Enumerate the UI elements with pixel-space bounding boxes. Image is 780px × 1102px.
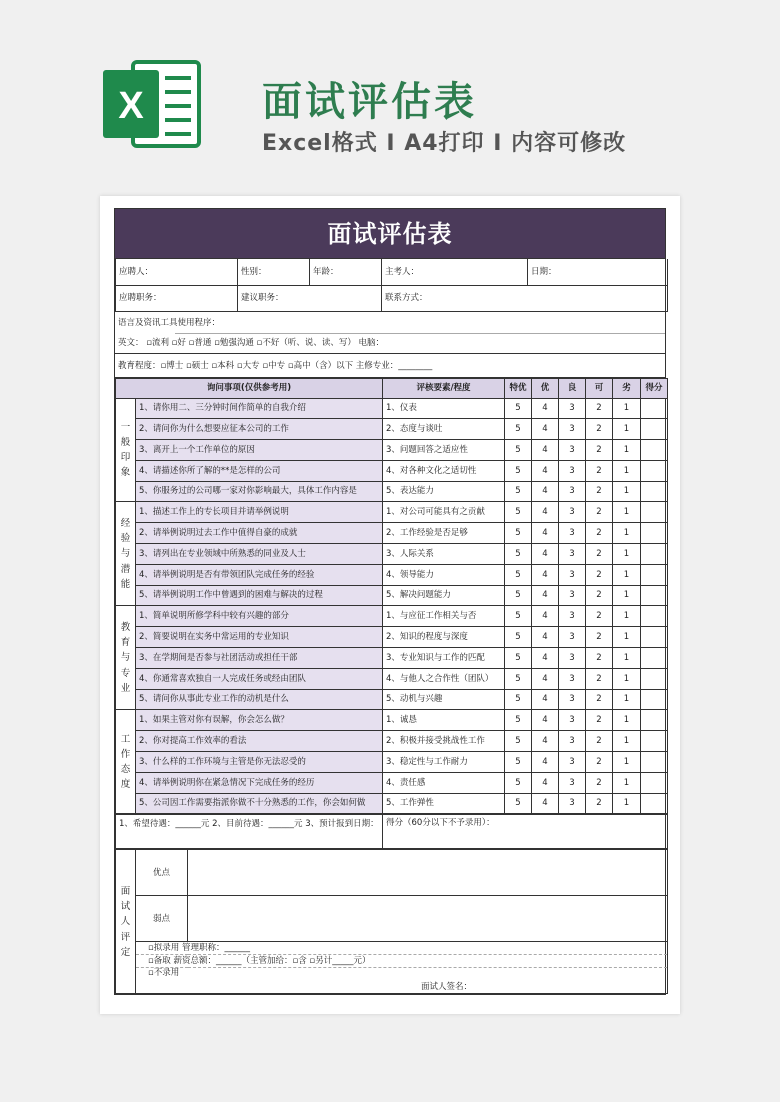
rating-cell[interactable]: 4 xyxy=(532,440,559,461)
rating-cell[interactable]: 5 xyxy=(505,752,532,773)
score-cell[interactable] xyxy=(641,731,668,752)
score-cell[interactable] xyxy=(641,564,668,585)
question-cell: 4、请举例说明是否有带领团队完成任务的经验 xyxy=(136,564,383,585)
table-row xyxy=(116,544,668,565)
strengths-input[interactable] xyxy=(188,850,668,896)
rating-cell[interactable]: 3 xyxy=(559,481,586,502)
question-cell: 3、请列出在专业领域中所熟悉的同业及人士 xyxy=(136,544,383,565)
rating-cell[interactable]: 5 xyxy=(505,627,532,648)
question-cell: 5、请问你从事此专业工作的动机是什么 xyxy=(136,689,383,710)
table-row xyxy=(116,398,668,419)
question-cell: 4、请举例说明你在紧急情况下完成任务的经历 xyxy=(136,772,383,793)
header-good: 优 xyxy=(532,378,559,398)
factor-cell: 4、责任感 xyxy=(383,772,505,793)
table-row xyxy=(116,419,668,440)
rating-cell[interactable]: 1 xyxy=(613,460,641,481)
form-sheet xyxy=(100,196,680,1014)
factor-cell: 3、人际关系 xyxy=(383,544,505,565)
rating-cell[interactable]: 2 xyxy=(586,585,613,606)
education-row[interactable]: 教育程度：▫博士 ▫硕士 ▫本科 ▫大专 ▫中专 ▫高中（含）以下 主修专业：________ xyxy=(115,354,665,378)
rating-cell[interactable]: 3 xyxy=(559,793,586,814)
section-category: 工作态度 xyxy=(116,710,136,814)
rating-cell[interactable]: 2 xyxy=(586,668,613,689)
score-cell[interactable] xyxy=(641,606,668,627)
question-cell: 1、如果主管对你有误解，你会怎么做？ xyxy=(136,710,383,731)
rating-cell[interactable]: 1 xyxy=(613,648,641,669)
header-fair: 良 xyxy=(559,378,586,398)
rating-cell[interactable]: 5 xyxy=(505,523,532,544)
rating-cell[interactable]: 4 xyxy=(532,502,559,523)
section-category: 经验与潜能 xyxy=(116,502,136,606)
score-cell[interactable] xyxy=(641,668,668,689)
rating-cell[interactable]: 1 xyxy=(613,502,641,523)
rating-cell[interactable]: 2 xyxy=(586,627,613,648)
header-ok: 可 xyxy=(586,378,613,398)
rating-cell[interactable]: 2 xyxy=(586,772,613,793)
factor-cell: 1、诚恳 xyxy=(383,710,505,731)
rating-cell[interactable]: 4 xyxy=(532,793,559,814)
table-row xyxy=(116,793,668,814)
age-field[interactable]: 年龄： xyxy=(310,259,382,285)
table-row xyxy=(116,772,668,793)
banner-title: 面试评估表 xyxy=(262,79,477,125)
rating-cell[interactable]: 5 xyxy=(505,440,532,461)
rating-cell[interactable]: 1 xyxy=(613,481,641,502)
rating-cell[interactable]: 1 xyxy=(613,585,641,606)
factor-cell: 2、工作经验是否足够 xyxy=(383,523,505,544)
expectation-table xyxy=(115,814,668,849)
rating-cell[interactable]: 3 xyxy=(559,752,586,773)
applicant-field[interactable]: 应聘人： xyxy=(116,259,238,285)
rating-cell[interactable]: 3 xyxy=(559,689,586,710)
rating-cell[interactable]: 1 xyxy=(613,793,641,814)
rating-cell[interactable]: 4 xyxy=(532,606,559,627)
rating-cell[interactable]: 4 xyxy=(532,689,559,710)
rating-cell[interactable]: 1 xyxy=(613,398,641,419)
rating-cell[interactable]: 3 xyxy=(559,440,586,461)
rating-cell[interactable]: 1 xyxy=(613,627,641,648)
evaluation-table xyxy=(115,849,668,994)
form-title: 面试评估表 xyxy=(115,209,665,259)
rating-cell[interactable]: 1 xyxy=(613,544,641,565)
score-cell[interactable] xyxy=(641,627,668,648)
rating-cell[interactable]: 2 xyxy=(586,710,613,731)
rating-cell[interactable]: 2 xyxy=(586,731,613,752)
question-cell: 2、你对提高工作效率的看法 xyxy=(136,731,383,752)
rating-cell[interactable]: 1 xyxy=(613,419,641,440)
table-row xyxy=(116,481,668,502)
rating-cell[interactable]: 1 xyxy=(613,564,641,585)
divider xyxy=(175,333,665,334)
rating-cell[interactable]: 5 xyxy=(505,481,532,502)
rating-cell[interactable]: 3 xyxy=(559,627,586,648)
rating-cell[interactable]: 4 xyxy=(532,772,559,793)
factor-cell: 5、工作弹性 xyxy=(383,793,505,814)
rating-cell[interactable]: 5 xyxy=(505,731,532,752)
factor-cell: 3、专业知识与工作的匹配 xyxy=(383,648,505,669)
hire-option[interactable]: ▫拟录用 管理职称：______ xyxy=(136,942,668,955)
rating-cell[interactable]: 1 xyxy=(613,440,641,461)
header-excellent-special: 特优 xyxy=(505,378,532,398)
rating-cell[interactable]: 4 xyxy=(532,627,559,648)
rating-cell[interactable]: 5 xyxy=(505,419,532,440)
rating-cell[interactable]: 4 xyxy=(532,523,559,544)
question-cell: 5、请举例说明工作中曾遇到的困难与解决的过程 xyxy=(136,585,383,606)
rating-cell[interactable]: 5 xyxy=(505,793,532,814)
factor-cell: 5、动机与兴趣 xyxy=(383,689,505,710)
question-body xyxy=(116,398,668,814)
rating-cell[interactable]: 1 xyxy=(613,689,641,710)
english-options[interactable]: 英文： ▫流利 ▫好 ▫普通 ▫勉强沟通 ▫不好（听、说、读、写） 电脑： xyxy=(118,337,385,348)
rating-cell[interactable]: 4 xyxy=(532,585,559,606)
question-cell: 3、在学期间是否参与社团活动或担任干部 xyxy=(136,648,383,669)
header-banner xyxy=(0,0,780,190)
rating-cell[interactable]: 2 xyxy=(586,793,613,814)
factor-cell: 3、问题回答之适应性 xyxy=(383,440,505,461)
rating-cell[interactable]: 3 xyxy=(559,419,586,440)
question-cell: 2、请问你为什么想要应征本公司的工作 xyxy=(136,419,383,440)
rating-cell[interactable]: 5 xyxy=(505,668,532,689)
rating-cell[interactable]: 2 xyxy=(586,523,613,544)
svg-text:X: X xyxy=(118,85,144,127)
question-cell: 5、公司因工作需要指派你做不十分熟悉的工作，你会如何做 xyxy=(136,793,383,814)
rating-cell[interactable]: 2 xyxy=(586,544,613,565)
score-cell[interactable] xyxy=(641,793,668,814)
rating-cell[interactable]: 3 xyxy=(559,564,586,585)
rating-cell[interactable]: 5 xyxy=(505,710,532,731)
rating-cell[interactable]: 2 xyxy=(586,606,613,627)
rating-cell[interactable]: 2 xyxy=(586,689,613,710)
rating-cell[interactable]: 2 xyxy=(586,419,613,440)
rating-cell[interactable]: 3 xyxy=(559,731,586,752)
question-cell: 1、描述工作上的专长项目并请举例说明 xyxy=(136,502,383,523)
rating-cell[interactable]: 3 xyxy=(559,523,586,544)
score-cell[interactable] xyxy=(641,502,668,523)
position-field[interactable]: 应聘职务： xyxy=(116,285,238,311)
score-note[interactable]: 得分（60分以下不予录用）： xyxy=(383,815,668,849)
rating-cell[interactable]: 2 xyxy=(586,502,613,523)
rating-cell[interactable]: 4 xyxy=(532,481,559,502)
rating-cell[interactable]: 3 xyxy=(559,585,586,606)
factor-cell: 4、领导能力 xyxy=(383,564,505,585)
rating-cell[interactable]: 1 xyxy=(613,752,641,773)
factor-cell: 4、对各种文化之适切性 xyxy=(383,460,505,481)
reserve-option[interactable]: ▫备取 薪资总额：______（主管加给：▫含 ▫另计_____元） xyxy=(136,955,668,968)
score-cell[interactable] xyxy=(641,440,668,461)
rating-cell[interactable]: 2 xyxy=(586,564,613,585)
salary-expectation[interactable]: 1、希望待遇：______元 2、目前待遇：______元 3、预计报到日期： xyxy=(116,815,383,849)
table-row xyxy=(116,502,668,523)
rating-cell[interactable]: 4 xyxy=(532,544,559,565)
score-cell[interactable] xyxy=(641,710,668,731)
score-cell[interactable] xyxy=(641,419,668,440)
table-row xyxy=(116,731,668,752)
rating-cell[interactable]: 5 xyxy=(505,689,532,710)
factor-cell: 1、与应征工作相关与否 xyxy=(383,606,505,627)
score-cell[interactable] xyxy=(641,544,668,565)
rating-cell[interactable]: 3 xyxy=(559,668,586,689)
date-field[interactable]: 日期： xyxy=(528,259,668,285)
rating-cell[interactable]: 4 xyxy=(532,731,559,752)
rating-cell[interactable]: 2 xyxy=(586,648,613,669)
rating-cell[interactable]: 3 xyxy=(559,544,586,565)
rating-cell[interactable]: 2 xyxy=(586,752,613,773)
rating-cell[interactable]: 3 xyxy=(559,460,586,481)
weaknesses-input[interactable] xyxy=(188,896,668,942)
weaknesses-label: 弱点 xyxy=(136,896,188,942)
rating-cell[interactable]: 2 xyxy=(586,398,613,419)
question-cell: 5、你服务过的公司哪一家对你影响最大，具体工作内容是 xyxy=(136,481,383,502)
contact-field[interactable]: 联系方式： xyxy=(382,285,668,311)
question-table xyxy=(115,378,668,815)
evaluation-category: 面试人评定 xyxy=(116,850,136,994)
table-row xyxy=(116,523,668,544)
info-table xyxy=(115,259,668,312)
rating-cell[interactable]: 5 xyxy=(505,460,532,481)
score-cell[interactable] xyxy=(641,585,668,606)
question-cell: 2、请举例说明过去工作中值得自豪的成就 xyxy=(136,523,383,544)
rating-cell[interactable]: 5 xyxy=(505,585,532,606)
rating-cell[interactable]: 5 xyxy=(505,772,532,793)
rating-cell[interactable]: 1 xyxy=(613,731,641,752)
rating-cell[interactable]: 3 xyxy=(559,606,586,627)
header-factors: 评核要素/程度 xyxy=(383,378,505,398)
header-score: 得分 xyxy=(641,378,668,398)
question-cell: 3、什么样的工作环境与主管是你无法忍受的 xyxy=(136,752,383,773)
table-row xyxy=(116,440,668,461)
rating-cell[interactable]: 3 xyxy=(559,648,586,669)
header-questions: 询问事项(仅供参考用) xyxy=(116,378,383,398)
rating-cell[interactable]: 4 xyxy=(532,752,559,773)
table-row xyxy=(116,460,668,481)
rating-cell[interactable]: 5 xyxy=(505,544,532,565)
table-row xyxy=(116,564,668,585)
table-row xyxy=(116,606,668,627)
rating-cell[interactable]: 3 xyxy=(559,502,586,523)
question-cell: 2、简要说明在实务中常运用的专业知识 xyxy=(136,627,383,648)
score-cell[interactable] xyxy=(641,648,668,669)
table-row xyxy=(116,710,668,731)
rating-cell[interactable]: 5 xyxy=(505,606,532,627)
rating-cell[interactable]: 5 xyxy=(505,398,532,419)
question-cell: 1、简单说明所修学科中较有兴趣的部分 xyxy=(136,606,383,627)
section-category: 教育与专业 xyxy=(116,606,136,710)
factor-cell: 4、与他人之合作性（团队） xyxy=(383,668,505,689)
rating-cell[interactable]: 3 xyxy=(559,710,586,731)
table-row xyxy=(116,648,668,669)
banner-subtitle: Excel格式 I A4打印 I 内容可修改 xyxy=(262,131,627,156)
question-cell: 3、离开上一个工作单位的原因 xyxy=(136,440,383,461)
rating-cell[interactable]: 2 xyxy=(586,440,613,461)
factor-cell: 1、对公司可能具有之贡献 xyxy=(383,502,505,523)
rating-cell[interactable]: 5 xyxy=(505,564,532,585)
table-row xyxy=(116,668,668,689)
factor-cell: 2、态度与谈吐 xyxy=(383,419,505,440)
score-cell[interactable] xyxy=(641,752,668,773)
score-cell[interactable] xyxy=(641,772,668,793)
rating-cell[interactable]: 1 xyxy=(613,710,641,731)
suggested-position-field[interactable]: 建议职务： xyxy=(238,285,382,311)
table-row xyxy=(116,627,668,648)
rating-cell[interactable]: 5 xyxy=(505,648,532,669)
rating-cell[interactable]: 1 xyxy=(613,523,641,544)
factor-cell: 2、知识的程度与深度 xyxy=(383,627,505,648)
rating-cell[interactable]: 4 xyxy=(532,648,559,669)
language-row xyxy=(115,312,665,354)
table-header xyxy=(116,378,668,398)
question-cell: 4、请描述你所了解的**是怎样的公司 xyxy=(136,460,383,481)
section-category: 一般印象 xyxy=(116,398,136,502)
score-cell[interactable] xyxy=(641,481,668,502)
factor-cell: 3、稳定性与工作耐力 xyxy=(383,752,505,773)
question-cell: 1、请你用二、三分钟时间作简单的自我介绍 xyxy=(136,398,383,419)
rating-cell[interactable]: 5 xyxy=(505,502,532,523)
rating-cell[interactable]: 1 xyxy=(613,606,641,627)
question-cell: 4、你通常喜欢独自一人完成任务或经由团队 xyxy=(136,668,383,689)
factor-cell: 5、解决问题能力 xyxy=(383,585,505,606)
rating-cell[interactable]: 4 xyxy=(532,564,559,585)
factor-cell: 5、表达能力 xyxy=(383,481,505,502)
rating-cell[interactable]: 4 xyxy=(532,668,559,689)
interviewer-signature[interactable]: 面试人签名： xyxy=(421,982,473,993)
rating-cell[interactable]: 1 xyxy=(613,772,641,793)
rating-cell[interactable]: 4 xyxy=(532,710,559,731)
reject-and-signature-cell xyxy=(136,968,668,994)
interview-form xyxy=(114,208,666,995)
table-row xyxy=(116,689,668,710)
rating-cell[interactable]: 2 xyxy=(586,460,613,481)
factor-cell: 2、积极并接受挑战性工作 xyxy=(383,731,505,752)
examiner-field[interactable]: 主考人： xyxy=(382,259,528,285)
reject-option[interactable]: ▫不录用 xyxy=(148,968,180,979)
rating-cell[interactable]: 4 xyxy=(532,419,559,440)
rating-cell[interactable]: 3 xyxy=(559,398,586,419)
score-cell[interactable] xyxy=(641,398,668,419)
table-row xyxy=(116,752,668,773)
excel-logo-icon xyxy=(103,58,203,150)
rating-cell[interactable]: 3 xyxy=(559,772,586,793)
language-label: 语言及资讯工具使用程序： xyxy=(118,317,221,328)
score-cell[interactable] xyxy=(641,523,668,544)
table-row xyxy=(116,585,668,606)
rating-cell[interactable]: 2 xyxy=(586,481,613,502)
score-cell[interactable] xyxy=(641,689,668,710)
rating-cell[interactable]: 1 xyxy=(613,668,641,689)
rating-cell[interactable]: 4 xyxy=(532,460,559,481)
header-poor: 劣 xyxy=(613,378,641,398)
strengths-label: 优点 xyxy=(136,850,188,896)
rating-cell[interactable]: 4 xyxy=(532,398,559,419)
gender-field[interactable]: 性别： xyxy=(238,259,310,285)
score-cell[interactable] xyxy=(641,460,668,481)
factor-cell: 1、仪表 xyxy=(383,398,505,419)
